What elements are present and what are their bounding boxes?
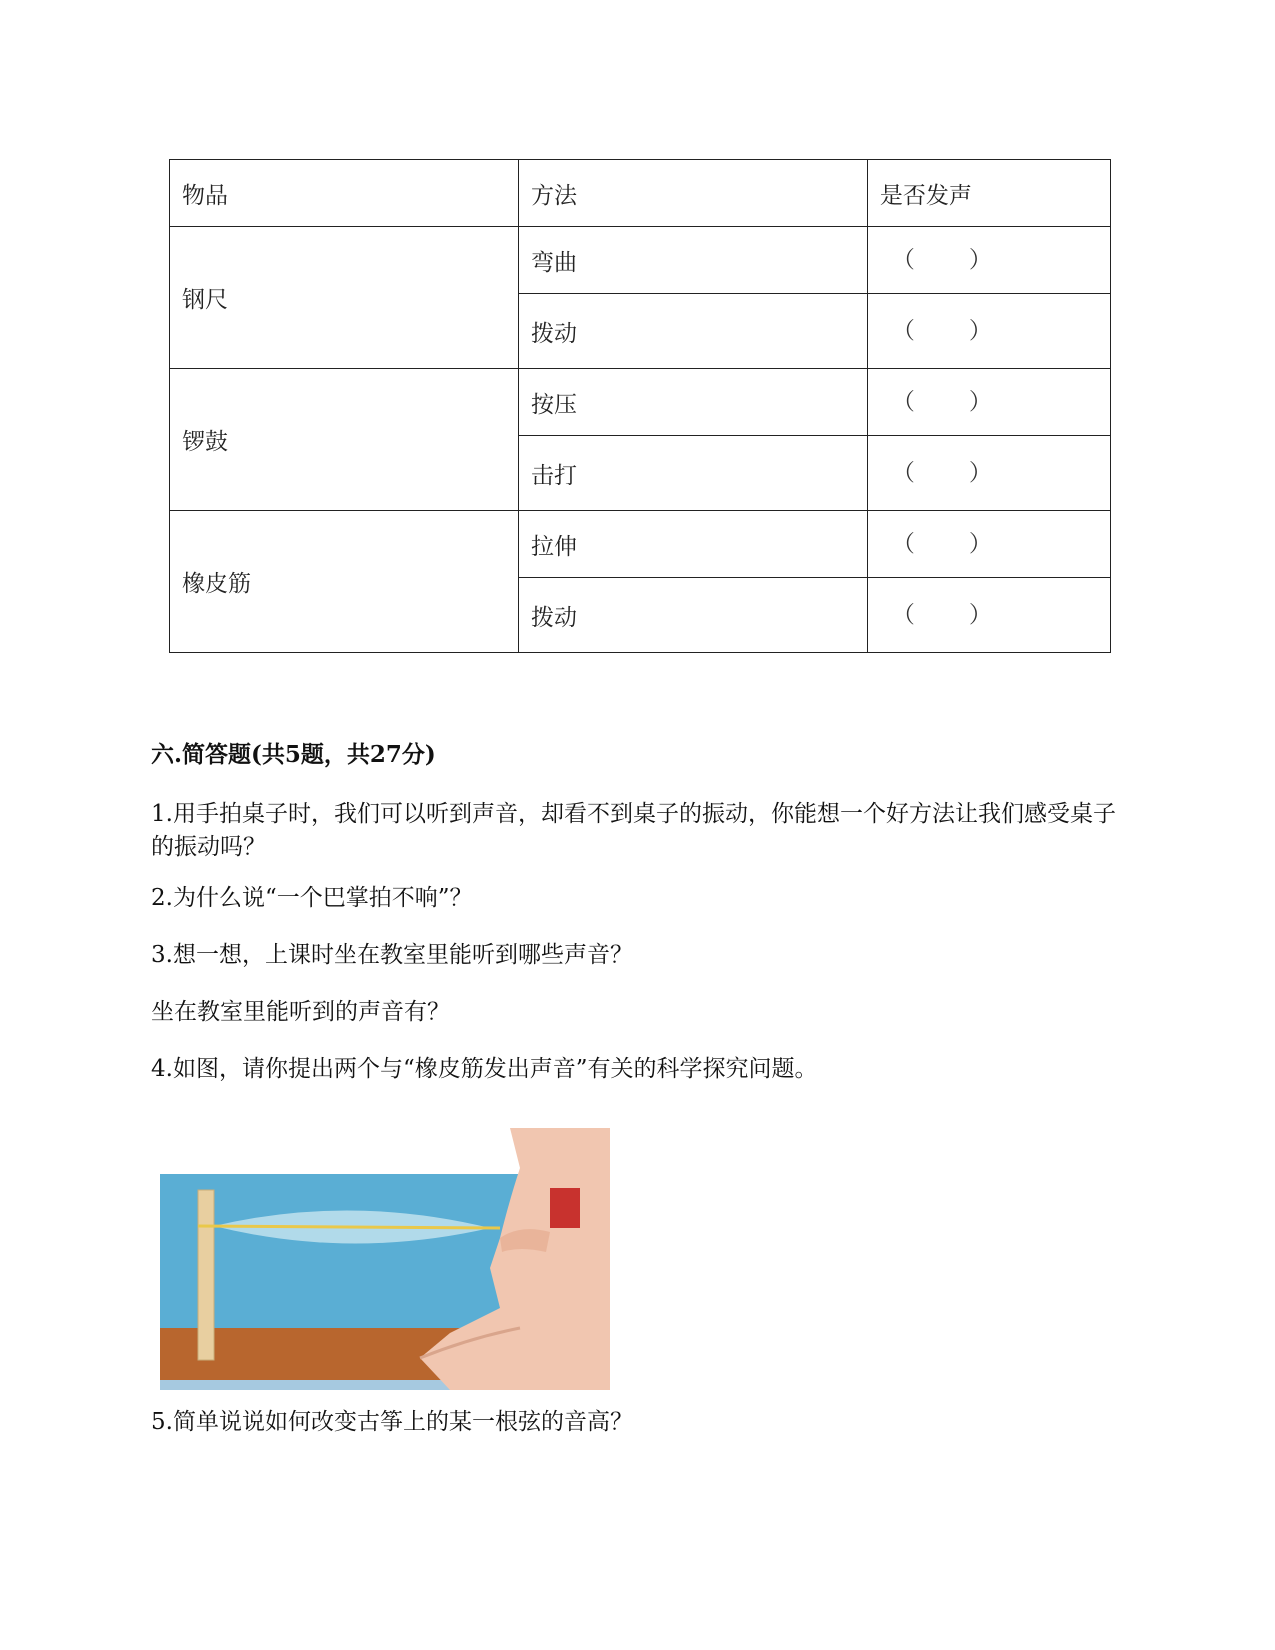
paren-open: （: [891, 530, 915, 557]
sound-experiment-table: [169, 159, 1111, 653]
item-cell: 钢尺: [170, 227, 519, 369]
item-cell: 橡皮筋: [170, 511, 519, 653]
paren-close: ）: [968, 246, 992, 273]
answer-blank[interactable]: [867, 369, 1110, 436]
rubber-band-illustration: [150, 1128, 630, 1390]
table-header-row: [170, 160, 1111, 227]
paren-close: ）: [968, 388, 992, 415]
header-item: 物品: [170, 160, 519, 227]
paren-open: （: [891, 388, 915, 415]
answer-blank[interactable]: [867, 227, 1110, 294]
paren-open: （: [891, 317, 915, 344]
method-cell: 击打: [518, 436, 867, 511]
table-row: [170, 511, 1111, 578]
question-4: 4.如图，请你提出两个与“橡皮筋发出声音”有关的科学探究问题。: [151, 1056, 818, 1082]
rubber-band-photo: [150, 1128, 630, 1390]
header-method: 方法: [518, 160, 867, 227]
paren-open: （: [891, 246, 915, 273]
question-3-subprompt: 坐在教室里能听到的声音有？: [151, 999, 450, 1025]
paren-open: （: [891, 601, 915, 628]
rubber-band: [198, 1226, 500, 1228]
paren-close: ）: [968, 601, 992, 628]
answer-blank[interactable]: [867, 436, 1110, 511]
method-cell: 拨动: [518, 578, 867, 653]
answer-blank[interactable]: [867, 511, 1110, 578]
question-3: 3.想一想，上课时坐在教室里能听到哪些声音？: [151, 942, 633, 968]
paren-close: ）: [968, 317, 992, 344]
method-cell: 按压: [518, 369, 867, 436]
method-cell: 拨动: [518, 294, 867, 369]
question-2: 2.为什么说“一个巴掌拍不响”？: [151, 885, 473, 911]
method-cell: 拉伸: [518, 511, 867, 578]
paren-open: （: [891, 459, 915, 486]
answer-blank[interactable]: [867, 578, 1110, 653]
red-object: [550, 1188, 580, 1228]
question-5: 5.简单说说如何改变古筝上的某一根弦的音高？: [151, 1409, 633, 1435]
table-row: [170, 369, 1111, 436]
table-row: [170, 227, 1111, 294]
header-result: 是否发声: [867, 160, 1110, 227]
method-cell: 弯曲: [518, 227, 867, 294]
question-1: 1.用手拍桌子时，我们可以听到声音，却看不到桌子的振动，你能想一个好方法让我们感受桌子的振动吗？: [151, 801, 1116, 860]
paren-close: ）: [968, 530, 992, 557]
wooden-peg: [198, 1190, 214, 1360]
section-title: 六.简答题(共5题，共27分): [151, 741, 436, 768]
item-cell: 锣鼓: [170, 369, 519, 511]
answer-blank[interactable]: [867, 294, 1110, 369]
paren-close: ）: [968, 459, 992, 486]
